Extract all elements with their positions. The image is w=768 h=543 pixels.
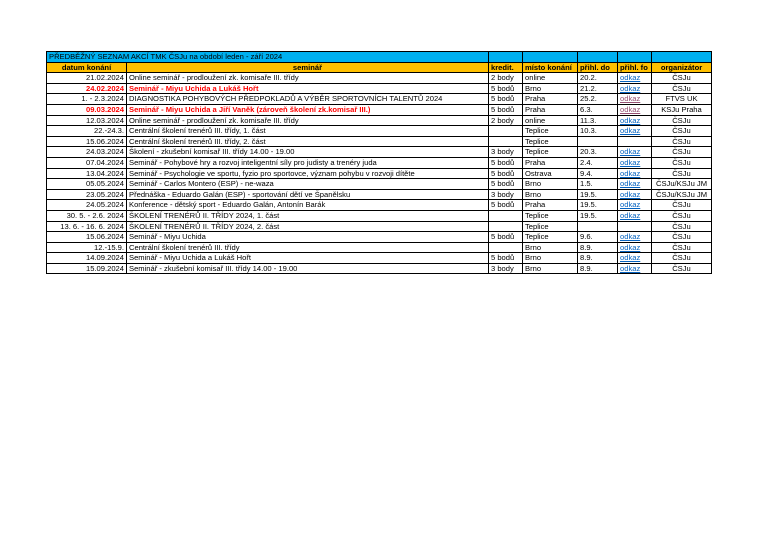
table-row xyxy=(47,94,712,105)
event-organizer: ČSJu xyxy=(652,136,712,147)
event-organizer: ČSJu xyxy=(652,147,712,158)
event-place: Teplice xyxy=(523,232,578,243)
event-organizer: ČSJu xyxy=(652,168,712,179)
event-place: Ostrava xyxy=(523,168,578,179)
event-place: online xyxy=(523,73,578,84)
event-deadline: 9.4. xyxy=(578,168,618,179)
event-name: Seminář - Miyu Uchida a Lukáš Hořt xyxy=(127,253,489,264)
event-date: 1. - 2.3.2024 xyxy=(47,94,127,105)
event-deadline: 2.4. xyxy=(578,157,618,168)
event-organizer: ČSJu xyxy=(652,126,712,137)
event-name: Seminář - zkušební komisař III. třídy 14.00 - 19.00 xyxy=(127,263,489,274)
event-organizer: ČSJu xyxy=(652,263,712,274)
signup-link[interactable]: odkaz xyxy=(618,263,652,274)
event-date: 15.06.2024 xyxy=(47,232,127,243)
event-credit: 5 bodů xyxy=(489,253,523,264)
event-deadline: 19.5. xyxy=(578,200,618,211)
signup-link[interactable]: odkaz xyxy=(618,210,652,221)
event-deadline: 25.2. xyxy=(578,94,618,105)
event-name: Seminář - Psychologie ve sportu, fyzio pro sportovce, význam pohybu v rozvoji dítěte xyxy=(127,168,489,179)
event-name: DIAGNOSTIKA POHYBOVÝCH PŘEDPOKLADŮ A VÝBĚR SPORTOVNÍCH TALENTŮ 2024 xyxy=(127,94,489,105)
table-row xyxy=(47,136,712,147)
signup-link[interactable]: odkaz xyxy=(618,179,652,190)
event-credit: 5 bodů xyxy=(489,83,523,94)
event-credit: 5 bodů xyxy=(489,232,523,243)
signup-link[interactable]: odkaz xyxy=(618,126,652,137)
event-deadline: 20.2. xyxy=(578,73,618,84)
events-table xyxy=(46,51,712,274)
header-organizer: organizátor xyxy=(652,62,712,73)
event-name: Seminář - Miyu Uchida a Lukáš Hořt xyxy=(127,83,489,94)
event-organizer: ČSJu xyxy=(652,200,712,211)
event-credit xyxy=(489,136,523,147)
event-name: ŠKOLENÍ TRENÉRŮ II. TŘÍDY 2024, 2. část xyxy=(127,221,489,232)
event-date: 14.09.2024 xyxy=(47,253,127,264)
event-date: 23.05.2024 xyxy=(47,189,127,200)
event-organizer: ČSJu xyxy=(652,210,712,221)
event-name: Centrální školení trenérů III. třídy, 1. část xyxy=(127,126,489,137)
event-deadline: 21.2. xyxy=(578,83,618,94)
event-organizer: ČSJu/KSJu JM xyxy=(652,179,712,190)
signup-link[interactable]: odkaz xyxy=(618,200,652,211)
table-row xyxy=(47,253,712,264)
table-row xyxy=(47,147,712,158)
event-name: Centrální školení trenérů III. třídy xyxy=(127,242,489,253)
signup-link[interactable]: odkaz xyxy=(618,73,652,84)
table-row xyxy=(47,210,712,221)
event-name: Seminář - Carlos Montero (ESP) - ne-waza xyxy=(127,179,489,190)
event-deadline: 19.5. xyxy=(578,189,618,200)
event-place: Praha xyxy=(523,200,578,211)
table-row xyxy=(47,157,712,168)
event-credit: 5 bodů xyxy=(489,179,523,190)
event-deadline: 8.9. xyxy=(578,263,618,274)
event-organizer: ČSJu xyxy=(652,115,712,126)
event-date: 15.09.2024 xyxy=(47,263,127,274)
table-row xyxy=(47,168,712,179)
table-row xyxy=(47,189,712,200)
event-organizer: ČSJu xyxy=(652,242,712,253)
event-credit: 5 bodů xyxy=(489,168,523,179)
event-place: Praha xyxy=(523,157,578,168)
event-place: Brno xyxy=(523,242,578,253)
event-place: Teplice xyxy=(523,147,578,158)
header-date: datum konání xyxy=(47,62,127,73)
event-date: 24.05.2024 xyxy=(47,200,127,211)
event-date: 05.05.2024 xyxy=(47,179,127,190)
event-date: 07.04.2024 xyxy=(47,157,127,168)
event-organizer: ČSJu xyxy=(652,157,712,168)
event-name: Online seminář - prodloužení zk. komisaře III. třídy xyxy=(127,73,489,84)
header-form: přihl. fo xyxy=(618,62,652,73)
event-date: 12.-15.9. xyxy=(47,242,127,253)
event-deadline: 11.3. xyxy=(578,115,618,126)
event-place: Teplice xyxy=(523,136,578,147)
table-row xyxy=(47,115,712,126)
signup-link[interactable]: odkaz xyxy=(618,189,652,200)
event-credit xyxy=(489,221,523,232)
signup-link[interactable]: odkaz xyxy=(618,157,652,168)
event-place: Teplice xyxy=(523,221,578,232)
event-date: 12.03.2024 xyxy=(47,115,127,126)
header-seminar: seminář xyxy=(127,62,489,73)
title-row xyxy=(47,52,712,63)
event-deadline xyxy=(578,136,618,147)
event-place: Brno xyxy=(523,83,578,94)
event-deadline: 6.3. xyxy=(578,104,618,115)
event-date: 22.-24.3. xyxy=(47,126,127,137)
event-date: 24.03.2024 xyxy=(47,147,127,158)
event-organizer: ČSJu xyxy=(652,253,712,264)
signup-link[interactable]: odkaz xyxy=(618,168,652,179)
event-organizer: ČSJu/KSJu JM xyxy=(652,189,712,200)
event-name: Přednáška - Eduardo Galán (ESP) - sportování dětí ve Španělsku xyxy=(127,189,489,200)
event-date: 09.03.2024 xyxy=(47,104,127,115)
table-row xyxy=(47,263,712,274)
signup-link[interactable]: odkaz xyxy=(618,232,652,243)
event-date: 13. 6. - 16. 6. 2024 xyxy=(47,221,127,232)
event-name: Online seminář - prodloužení zk. komisaře III. třídy xyxy=(127,115,489,126)
event-place: Praha xyxy=(523,104,578,115)
header-row xyxy=(47,62,712,73)
event-organizer: ČSJu xyxy=(652,232,712,243)
event-organizer: FTVS UK xyxy=(652,94,712,105)
signup-link[interactable]: odkaz xyxy=(618,104,652,115)
event-deadline: 10.3. xyxy=(578,126,618,137)
event-place: Teplice xyxy=(523,210,578,221)
table-row xyxy=(47,83,712,94)
table-row xyxy=(47,221,712,232)
event-name: Centrální školení trenérů III. třídy, 2. část xyxy=(127,136,489,147)
signup-link xyxy=(618,221,652,232)
event-name: Seminář - Miyu Uchida xyxy=(127,232,489,243)
event-organizer: ČSJu xyxy=(652,83,712,94)
event-credit: 3 body xyxy=(489,189,523,200)
event-place: Brno xyxy=(523,179,578,190)
sheet-title: PŘEDBĚŽNÝ SEZNAM AKCÍ TMK ČSJu na období leden - září 2024 xyxy=(47,52,489,63)
header-credit: kredit. xyxy=(489,62,523,73)
signup-link xyxy=(618,136,652,147)
table-row xyxy=(47,104,712,115)
event-credit: 5 bodů xyxy=(489,157,523,168)
table-row xyxy=(47,73,712,84)
event-deadline: 20.3. xyxy=(578,147,618,158)
header-deadline: přihl. do xyxy=(578,62,618,73)
event-credit xyxy=(489,210,523,221)
event-date: 24.02.2024 xyxy=(47,83,127,94)
event-deadline: 19.5. xyxy=(578,210,618,221)
signup-link[interactable]: odkaz xyxy=(618,147,652,158)
table-row xyxy=(47,179,712,190)
table-row xyxy=(47,232,712,243)
event-credit: 3 body xyxy=(489,263,523,274)
signup-link[interactable]: odkaz xyxy=(618,242,652,253)
event-name: Seminář - Pohybové hry a rozvoj inteligentní síly pro judisty a trenéry juda xyxy=(127,157,489,168)
event-credit xyxy=(489,242,523,253)
event-credit: 3 body xyxy=(489,147,523,158)
event-name: Školení - zkušební komisař III. třídy 14.00 - 19.00 xyxy=(127,147,489,158)
event-name: Konference - dětský sport - Eduardo Galán, Antonín Barák xyxy=(127,200,489,211)
signup-link[interactable]: odkaz xyxy=(618,115,652,126)
event-date: 30. 5. - 2.6. 2024 xyxy=(47,210,127,221)
event-place: Brno xyxy=(523,263,578,274)
event-credit: 5 bodů xyxy=(489,200,523,211)
event-deadline: 9.6. xyxy=(578,232,618,243)
event-deadline: 1.5. xyxy=(578,179,618,190)
event-place: Brno xyxy=(523,253,578,264)
event-credit xyxy=(489,126,523,137)
event-date: 13.04.2024 xyxy=(47,168,127,179)
event-organizer: ČSJu xyxy=(652,221,712,232)
event-deadline: 8.9. xyxy=(578,242,618,253)
event-credit: 2 body xyxy=(489,115,523,126)
table-row xyxy=(47,200,712,211)
event-place: Praha xyxy=(523,94,578,105)
signup-link[interactable]: odkaz xyxy=(618,83,652,94)
event-place: Teplice xyxy=(523,126,578,137)
table-row xyxy=(47,242,712,253)
signup-link[interactable]: odkaz xyxy=(618,94,652,105)
signup-link[interactable]: odkaz xyxy=(618,253,652,264)
event-deadline: 8.9. xyxy=(578,253,618,264)
event-credit: 5 bodů xyxy=(489,104,523,115)
event-date: 21.02.2024 xyxy=(47,73,127,84)
event-credit: 2 body xyxy=(489,73,523,84)
table-row xyxy=(47,126,712,137)
event-name: ŠKOLENÍ TRENÉRŮ II. TŘÍDY 2024, 1. část xyxy=(127,210,489,221)
header-place: místo konání xyxy=(523,62,578,73)
event-place: online xyxy=(523,115,578,126)
event-name: Seminář - Miyu Uchida a Jiří Vaněk (zároveň školení zk.komisař III.) xyxy=(127,104,489,115)
event-deadline xyxy=(578,221,618,232)
event-place: Brno xyxy=(523,189,578,200)
event-date: 15.06.2024 xyxy=(47,136,127,147)
events-body xyxy=(47,73,712,274)
event-organizer: KSJu Praha xyxy=(652,104,712,115)
event-credit: 5 bodů xyxy=(489,94,523,105)
event-organizer: ČSJu xyxy=(652,73,712,84)
